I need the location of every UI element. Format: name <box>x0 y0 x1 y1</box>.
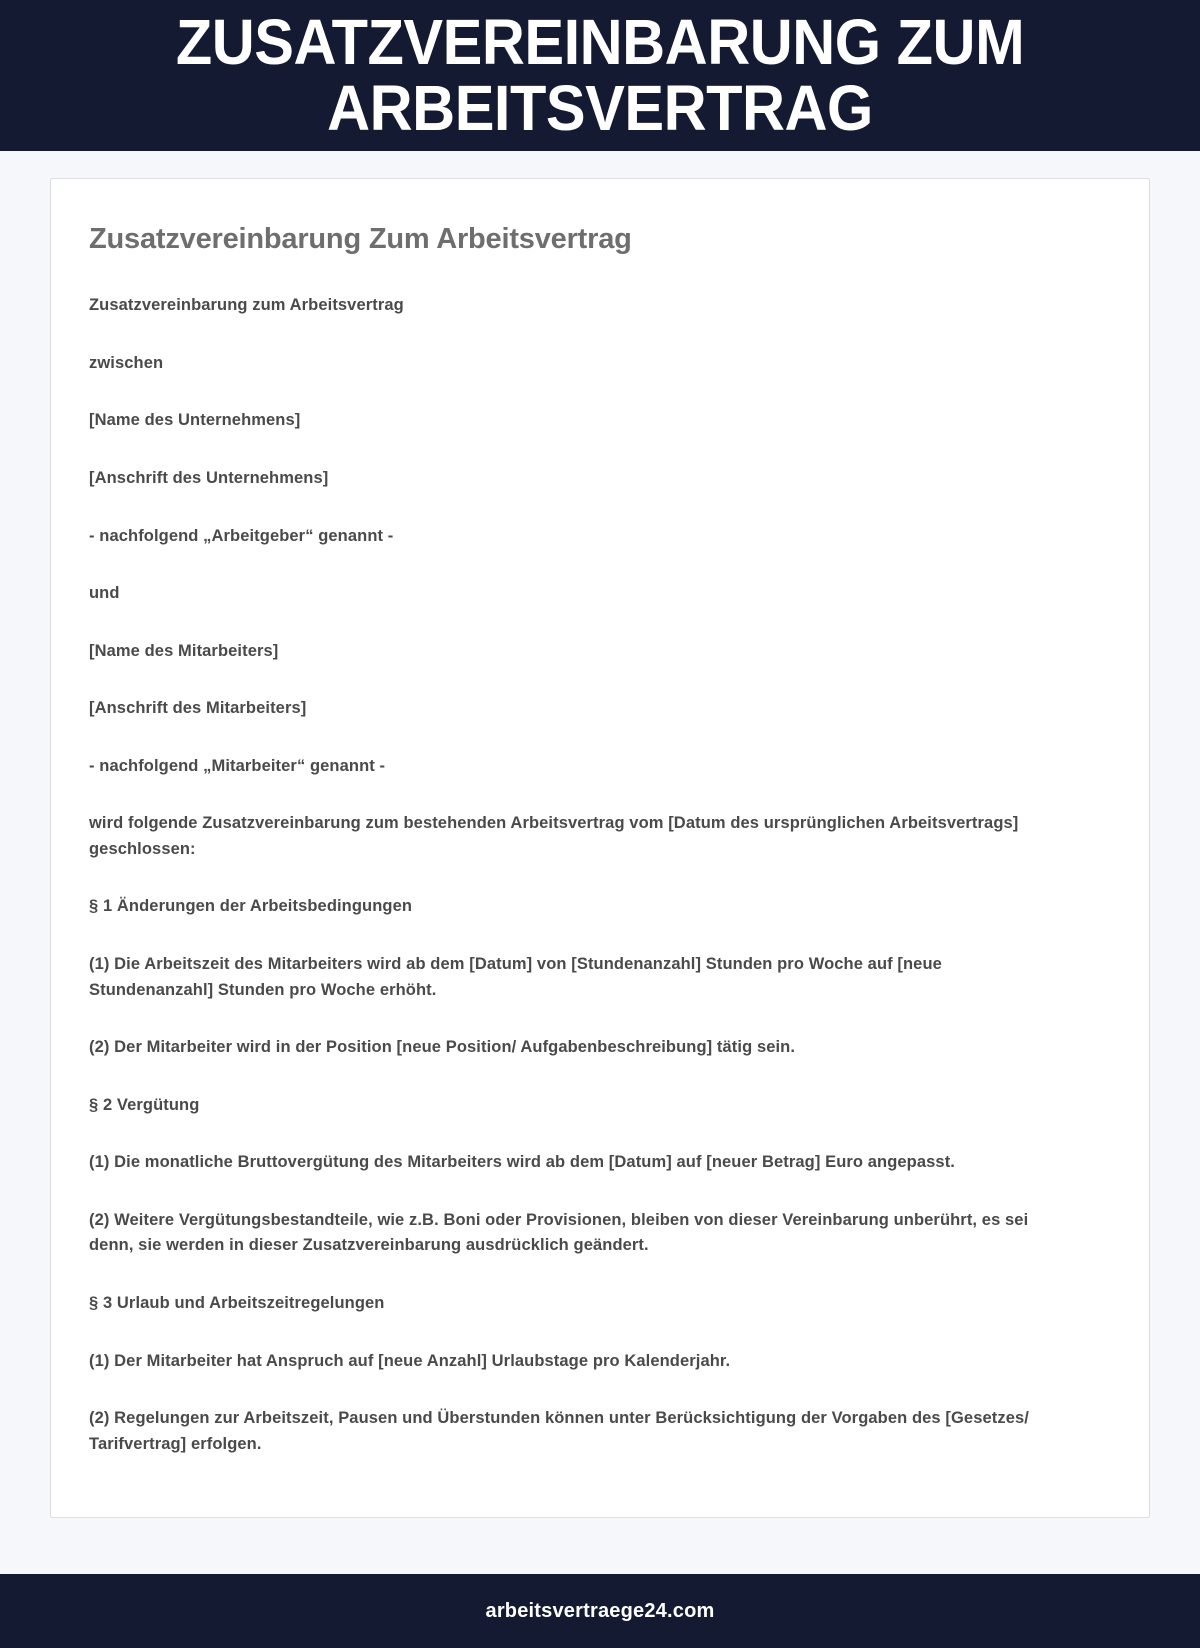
document-inner <box>89 221 1057 1457</box>
paragraph-und: und <box>89 584 120 603</box>
paragraph-employee-name: [Name des Mitarbeiters] <box>89 641 279 660</box>
section-1-clause-1: (1) Die Arbeitszeit des Mitarbeiters wird ab dem [Datum] von [Stundenanzahl] Stunden pro Woche auf [neue Stundenanzahl] Stunden pro Woche erhöht. <box>89 955 942 999</box>
paragraph-preamble: wird folgende Zusatzvereinbarung zum bestehenden Arbeitsvertrag vom [Datum des ursprünglichen Arbeitsvertrags] geschlossen: <box>89 814 1019 858</box>
footer-site-name: arbeitsvertraege24.com <box>485 1599 715 1622</box>
section-2-clause-1: (1) Die monatliche Bruttovergütung des Mitarbeiters wird ab dem [Datum] auf [neuer Betrag] Euro angepasst. <box>89 1153 955 1172</box>
site-footer <box>0 1574 1200 1648</box>
section-3-clause-2: (2) Regelungen zur Arbeitszeit, Pausen und Überstunden können unter Berücksichtigung der Vorgaben des [Gesetzes/ Tarifvertrag] erfolgen. <box>89 1409 1029 1453</box>
site-header-banner <box>0 0 1200 151</box>
paragraph-intro-title: Zusatzvereinbarung zum Arbeitsvertrag <box>89 296 404 315</box>
document-body <box>89 293 1057 1457</box>
paragraph-employee-label: - nachfolgend „Mitarbeiter“ genannt - <box>89 756 386 775</box>
page-content-area <box>0 151 1200 1518</box>
section-3-clause-1: (1) Der Mitarbeiter hat Anspruch auf [neue Anzahl] Urlaubstage pro Kalenderjahr. <box>89 1351 731 1370</box>
document-card <box>50 178 1150 1518</box>
section-2-heading: § 2 Vergütung <box>89 1095 200 1114</box>
paragraph-company-name: [Name des Unternehmens] <box>89 411 301 430</box>
section-1-clause-2: (2) Der Mitarbeiter wird in der Position [neue Position/ Aufgabenbeschreibung] tätig sein. <box>89 1038 796 1057</box>
paragraph-employee-address: [Anschrift des Mitarbeiters] <box>89 699 307 718</box>
paragraph-zwischen: zwischen <box>89 353 164 372</box>
section-2-clause-2: (2) Weitere Vergütungsbestandteile, wie z.B. Boni oder Provisionen, bleiben von dieser Vereinbarung unberührt, es sei denn, sie werden in dieser Zusatzvereinbarung ausdrücklich geändert. <box>89 1210 1029 1255</box>
section-1-heading: § 1 Änderungen der Arbeitsbedingungen <box>89 897 413 916</box>
paragraph-employer-label: - nachfolgend „Arbeitgeber“ genannt - <box>89 526 394 545</box>
page-title: ZUSATZVEREINBARUNG ZUM ARBEITSVERTRAG <box>175 6 1025 144</box>
section-3-heading: § 3 Urlaub und Arbeitszeitregelungen <box>89 1293 385 1312</box>
paragraph-company-address: [Anschrift des Unternehmens] <box>89 468 329 487</box>
document-title: Zusatzvereinbarung Zum Arbeitsvertrag <box>89 223 632 255</box>
